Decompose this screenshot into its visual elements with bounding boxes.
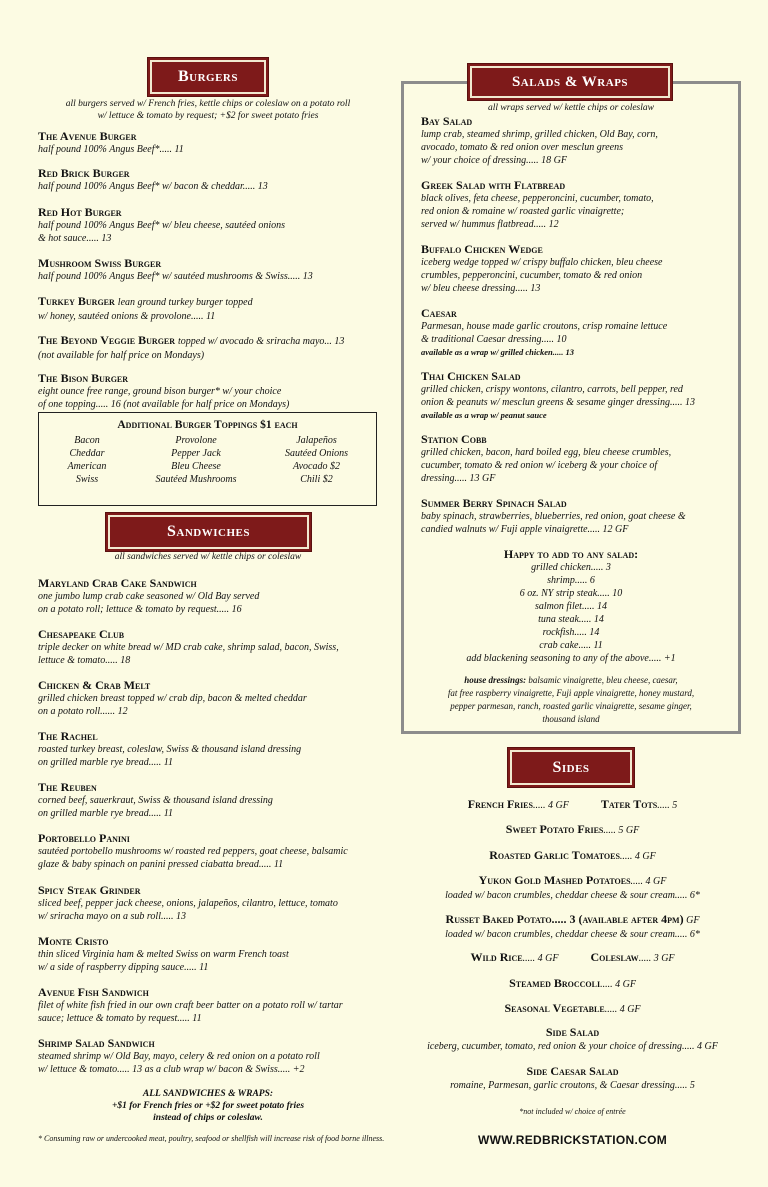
topping: Bleu Cheese bbox=[171, 461, 221, 472]
side-title: Wild Rice bbox=[470, 950, 523, 964]
menu-item bbox=[38, 371, 393, 411]
item-extra: available as a wrap w/ peanut sauce bbox=[421, 410, 547, 420]
menu-item bbox=[421, 496, 721, 536]
toppings-title: Additional Burger Toppings $1 each bbox=[117, 419, 298, 431]
sides-header: Sides bbox=[510, 750, 632, 785]
item-title bbox=[38, 294, 393, 310]
addon: salmon filet..... 14 bbox=[535, 601, 607, 612]
disclaimer: * Consuming raw or undercooked meat, poultry, seafood or shellfish will increase risk of food borne illness. bbox=[38, 1134, 385, 1143]
side-row bbox=[410, 1064, 735, 1092]
item-title: Chicken & Crab Melt bbox=[38, 678, 151, 692]
item-title: The Reuben bbox=[38, 780, 97, 794]
item-desc: thin sliced Virginia ham & melted Swiss on warm French toast w/ a side of raspberry dipping sauce..... 11 bbox=[38, 949, 289, 973]
item-desc: half pound 100% Angus Beef* w/ sautéed mushrooms & Swiss..... 13 bbox=[38, 271, 313, 282]
menu-item bbox=[421, 369, 726, 422]
item-desc: half pound 100% Angus Beef* w/ bacon & cheddar..... 13 bbox=[38, 181, 268, 192]
dressings-list: balsamic vinaigrette, bleu cheese, caesar, fat free raspberry vinaigrette, Fuji apple vinaigrette, honey mustard, pepper parmesan, ranch, roasted garlic vinaigrette, sesame ginger, thousand island bbox=[447, 675, 695, 724]
side-row bbox=[410, 1025, 735, 1053]
item-title: The Avenue Burger bbox=[38, 129, 137, 143]
topping: Swiss bbox=[75, 474, 99, 485]
menu-item bbox=[38, 1036, 403, 1076]
item-extra: available as a wrap w/ grilled chicken..... 13 bbox=[421, 347, 574, 357]
menu-item bbox=[38, 294, 393, 323]
menu-item bbox=[38, 985, 403, 1025]
menu-item bbox=[38, 166, 393, 193]
menu-item bbox=[38, 129, 393, 156]
item-title: Avenue Fish Sandwich bbox=[38, 985, 149, 999]
side-footnote-text: *not included w/ choice of entrée bbox=[519, 1107, 626, 1116]
item-desc: steamed shrimp w/ Old Bay, mayo, celery & red onion on a potato roll w/ lettuce & tomato..... 13 as a club wrap w/ bacon & Swiss..... +2 bbox=[38, 1051, 320, 1075]
side-row bbox=[410, 948, 735, 966]
menu-item bbox=[38, 729, 393, 769]
item-title bbox=[38, 333, 398, 349]
side-price: ..... 5 bbox=[657, 800, 678, 811]
side-row bbox=[410, 795, 735, 813]
menu-item bbox=[421, 114, 721, 167]
side-title: Sweet Potato Fries bbox=[505, 822, 604, 836]
topping: Sautéed Onions bbox=[284, 448, 349, 459]
addon: tuna steak..... 14 bbox=[538, 614, 604, 625]
addon: shrimp..... 6 bbox=[547, 575, 595, 586]
item-desc: triple decker on white bread w/ MD crab cake, shrimp salad, bacon, Swiss, lettuce & tomato..... 18 bbox=[38, 642, 339, 666]
item-desc: iceberg wedge topped w/ crispy buffalo chicken, bleu cheese crumbles, pepperoncini, cucumber, tomato & red onion w/ bleu cheese dressing..... 13 bbox=[421, 257, 663, 294]
side-footnote bbox=[410, 1101, 735, 1119]
side-price: ..... 4 GF bbox=[522, 953, 559, 964]
house-dressings bbox=[416, 674, 726, 726]
sandwiches-footer: ALL SANDWICHES & WRAPS: +$1 for French fries or +$2 for sweet potato fries instead of chips or coleslaw. bbox=[111, 1089, 305, 1123]
menu-item bbox=[38, 205, 393, 245]
burgers-header: Burgers bbox=[150, 60, 266, 94]
item-title: Mushroom Swiss Burger bbox=[38, 256, 162, 270]
item-desc: (not available for half price on Mondays) bbox=[38, 350, 205, 361]
side-row bbox=[410, 846, 735, 864]
item-desc: w/ honey, sautéed onions & provolone..... 11 bbox=[38, 311, 216, 322]
side-price: ..... 4 GF bbox=[604, 1004, 641, 1015]
item-title: Spicy Steak Grinder bbox=[38, 883, 141, 897]
item-desc: one jumbo lump crab cake seasoned w/ Old Bay served on a potato roll; lettuce & tomato by request..... 16 bbox=[38, 591, 260, 615]
topping: Sautéed Mushrooms bbox=[155, 474, 237, 485]
item-desc: baby spinach, strawberries, blueberries, red onion, goat cheese & candied walnuts w/ Fuji apple vinaigrette..... 12 GF bbox=[421, 511, 686, 535]
item-inline-desc: topped w/ avocado & sriracha mayo... 13 bbox=[178, 336, 345, 347]
item-desc: lump crab, steamed shrimp, grilled chicken, Old Bay, corn, avocado, tomato & red onion over mesclun greens w/ your choice of dressing..... 18 GF bbox=[421, 129, 658, 166]
side-title: Yukon Gold Mashed Potatoes bbox=[478, 873, 631, 887]
toppings-box bbox=[38, 412, 377, 506]
side-price: ..... 4 GF bbox=[532, 800, 569, 811]
menu-item bbox=[38, 831, 403, 871]
menu-item bbox=[38, 883, 403, 923]
item-desc: black olives, feta cheese, pepperoncini, cucumber, tomato, red onion & romaine w/ roasted garlic vinaigrette; served w/ hummus flatbread..... 12 bbox=[421, 193, 654, 230]
side-title: Russet Baked Potato..... 3 (available after 4pm) bbox=[445, 912, 684, 926]
side-price: ..... 4 GF bbox=[630, 876, 667, 887]
item-desc: roasted turkey breast, coleslaw, Swiss & thousand island dressing on grilled marble rye bread..... 11 bbox=[38, 744, 302, 768]
side-price: ..... 4 GF bbox=[619, 851, 656, 862]
side-title: French Fries bbox=[467, 797, 533, 811]
topping: Jalapeños bbox=[296, 435, 337, 446]
side-row bbox=[410, 871, 735, 902]
menu-item bbox=[421, 242, 721, 295]
item-title: Buffalo Chicken Wedge bbox=[421, 242, 543, 256]
menu-item bbox=[38, 256, 393, 283]
topping: Chili $2 bbox=[300, 474, 333, 485]
side-price: ..... 5 GF bbox=[603, 825, 640, 836]
side-title: Roasted Garlic Tomatoes bbox=[489, 848, 620, 862]
item-title: Thai Chicken Salad bbox=[421, 369, 521, 383]
side-desc: iceberg, cucumber, tomato, red onion & your choice of dressing..... 4 GF bbox=[427, 1041, 718, 1052]
item-desc: half pound 100% Angus Beef* w/ bleu cheese, sautéed onions & hot sauce..... 13 bbox=[38, 220, 285, 244]
menu-item bbox=[421, 178, 721, 231]
sandwiches-header: Sandwiches bbox=[108, 515, 309, 549]
item-title: The Bison Burger bbox=[38, 371, 129, 385]
item-desc: grilled chicken, bacon, hard boiled egg, bleu cheese crumbles, cucumber, tomato & red onion w/ iceberg & your choice of dressing..... 13 GF bbox=[421, 447, 672, 484]
side-title: Seasonal Vegetable bbox=[504, 1001, 605, 1015]
item-inline-desc: lean ground turkey burger topped bbox=[117, 297, 253, 308]
item-title: Monte Cristo bbox=[38, 934, 109, 948]
menu-item bbox=[38, 678, 393, 718]
item-title: Red Brick Burger bbox=[38, 166, 130, 180]
menu-item bbox=[38, 780, 393, 820]
side-row bbox=[410, 820, 735, 838]
item-desc: corned beef, sauerkraut, Swiss & thousand island dressing on grilled marble rye bread..... 11 bbox=[38, 795, 273, 819]
menu-item bbox=[38, 333, 398, 362]
addon: grilled chicken..... 3 bbox=[531, 562, 611, 573]
item-title: Bay Salad bbox=[421, 114, 473, 128]
side-row bbox=[410, 910, 735, 941]
item-title: Portobello Panini bbox=[38, 831, 130, 845]
topping: American bbox=[67, 461, 107, 472]
website-link[interactable]: WWW.REDBRICKSTATION.COM bbox=[477, 1133, 668, 1147]
side-title: Side Salad bbox=[545, 1025, 600, 1039]
item-title: Shrimp Salad Sandwich bbox=[38, 1036, 155, 1050]
burgers-note: all burgers served w/ French fries, kettle chips or coleslaw on a potato roll w/ lettuce & tomato by request; +$2 for sweet potato fries bbox=[65, 99, 351, 121]
addons-title: Happy to add to any salad: bbox=[503, 547, 639, 561]
sandwiches-note: all sandwiches served w/ kettle chips or coleslaw bbox=[114, 552, 302, 562]
item-title: Caesar bbox=[421, 306, 457, 320]
item-desc: eight ounce free range, ground bison burger* w/ your choice of one topping..... 16 (not available for half price on Mondays) bbox=[38, 386, 290, 410]
side-desc: loaded w/ bacon crumbles, cheddar cheese & sour cream..... 6* bbox=[445, 929, 700, 940]
item-desc: sautéed portobello mushrooms w/ roasted red peppers, goat cheese, balsamic glaze & baby spinach on panini pressed ciabatta bread..... 11 bbox=[38, 846, 348, 870]
item-title: Maryland Crab Cake Sandwich bbox=[38, 576, 197, 590]
menu-item bbox=[38, 576, 393, 616]
item-title-text: Turkey Burger bbox=[38, 294, 115, 308]
item-desc: grilled chicken, crispy wontons, cilantro, carrots, bell pepper, red onion & peanuts w/ mesclun greens & sesame ginger dressing..... 13 bbox=[421, 384, 695, 408]
addon: 6 oz. NY strip steak..... 10 bbox=[519, 588, 623, 599]
topping: Pepper Jack bbox=[171, 448, 221, 459]
dressings-label: house dressings: bbox=[464, 675, 527, 685]
item-title: The Rachel bbox=[38, 729, 98, 743]
topping: Bacon bbox=[74, 435, 100, 446]
item-title: Red Hot Burger bbox=[38, 205, 122, 219]
item-desc: half pound 100% Angus Beef*..... 11 bbox=[38, 144, 184, 155]
addon: rockfish..... 14 bbox=[542, 627, 600, 638]
salads-note: all wraps served w/ kettle chips or coleslaw bbox=[488, 103, 654, 113]
topping: Avocado $2 bbox=[293, 461, 340, 472]
salad-addons bbox=[421, 547, 721, 665]
side-title: Side Caesar Salad bbox=[526, 1064, 619, 1078]
menu-item bbox=[38, 934, 393, 974]
side-title: Coleslaw bbox=[590, 950, 639, 964]
side-desc: loaded w/ bacon crumbles, cheddar cheese & sour cream..... 6* bbox=[445, 890, 700, 901]
side-row bbox=[410, 974, 735, 992]
item-title: Chesapeake Club bbox=[38, 627, 125, 641]
item-desc: sliced beef, pepper jack cheese, onions, jalapeños, cilantro, lettuce, tomato w/ sriracha mayo on a sub roll..... 13 bbox=[38, 898, 338, 922]
side-price: ..... 3 GF bbox=[638, 953, 675, 964]
side-row bbox=[410, 999, 735, 1017]
menu-item bbox=[38, 627, 393, 667]
item-title: Summer Berry Spinach Salad bbox=[421, 496, 567, 510]
addon: crab cake..... 11 bbox=[539, 640, 603, 651]
toppings-grid bbox=[39, 434, 376, 486]
side-price: ..... 4 GF bbox=[600, 979, 636, 990]
item-desc: Parmesan, house made garlic croutons, crisp romaine lettuce & traditional Caesar dressing..... 10 bbox=[421, 321, 668, 345]
side-desc: romaine, Parmesan, garlic croutons, & Caesar dressing..... 5 bbox=[450, 1080, 695, 1091]
topping: Provolone bbox=[175, 435, 217, 446]
side-price: GF bbox=[683, 915, 700, 926]
salads-header: Salads & Wraps bbox=[470, 66, 670, 98]
side-title: Steamed Broccoli bbox=[509, 976, 601, 990]
side-title: Tater Tots bbox=[600, 797, 658, 811]
item-title: Greek Salad with Flatbread bbox=[421, 178, 566, 192]
addon: add blackening seasoning to any of the above..... +1 bbox=[466, 653, 676, 664]
menu-item bbox=[421, 306, 721, 359]
item-title-text: The Beyond Veggie Burger bbox=[38, 333, 176, 347]
item-desc: filet of white fish fried in our own craft beer batter on a potato roll w/ tartar sauce; lettuce & tomato by request..... 11 bbox=[38, 1000, 343, 1024]
menu-item bbox=[421, 432, 721, 485]
topping: Cheddar bbox=[69, 448, 105, 459]
item-title: Station Cobb bbox=[421, 432, 487, 446]
item-desc: grilled chicken breast topped w/ crab dip, bacon & melted cheddar on a potato roll...... 12 bbox=[38, 693, 307, 717]
